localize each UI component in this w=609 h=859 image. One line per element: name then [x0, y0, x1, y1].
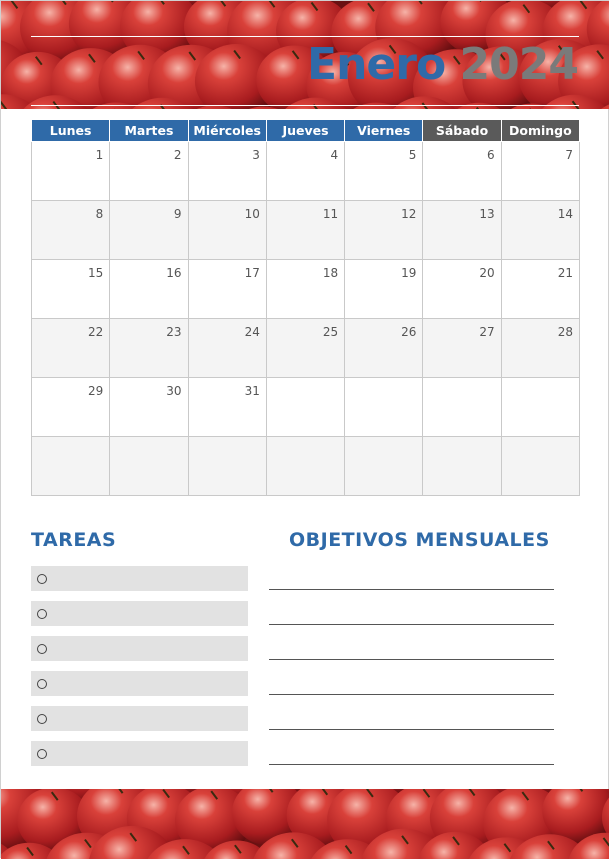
calendar-day-cell[interactable] [345, 437, 423, 496]
calendar-day-cell[interactable]: 29 [32, 378, 110, 437]
calendar-day-cell[interactable] [501, 437, 579, 496]
apples-banner-bottom [1, 789, 609, 859]
task-item[interactable] [31, 671, 248, 696]
weekday-header: Viernes [345, 120, 423, 142]
banner-rule-top [31, 36, 579, 37]
circle-bullet-icon [37, 644, 47, 654]
calendar-day-cell[interactable]: 8 [32, 201, 110, 260]
calendar-day-cell[interactable]: 27 [423, 319, 501, 378]
calendar-day-cell[interactable]: 9 [110, 201, 188, 260]
goal-line[interactable] [269, 764, 554, 765]
calendar-day-cell[interactable]: 23 [110, 319, 188, 378]
calendar-day-cell[interactable]: 31 [188, 378, 266, 437]
year-label: 2024 [460, 39, 578, 90]
calendar-day-cell[interactable]: 12 [345, 201, 423, 260]
calendar-day-cell[interactable]: 18 [266, 260, 344, 319]
calendar-day-cell[interactable]: 4 [266, 142, 344, 201]
calendar-day-cell[interactable] [110, 437, 188, 496]
circle-bullet-icon [37, 609, 47, 619]
calendar-day-cell[interactable]: 10 [188, 201, 266, 260]
calendar-day-cell[interactable]: 19 [345, 260, 423, 319]
calendar-day-cell[interactable]: 17 [188, 260, 266, 319]
calendar-week-row [32, 319, 580, 378]
calendar-day-cell[interactable]: 28 [501, 319, 579, 378]
calendar-day-cell[interactable]: 24 [188, 319, 266, 378]
weekday-header: Sábado [423, 120, 501, 142]
calendar-day-cell[interactable]: 20 [423, 260, 501, 319]
task-item[interactable] [31, 601, 248, 626]
goal-line[interactable] [269, 589, 554, 590]
calendar-day-cell[interactable] [423, 378, 501, 437]
calendar-day-cell[interactable] [345, 378, 423, 437]
calendar-day-cell[interactable]: 14 [501, 201, 579, 260]
weekday-header-row [32, 120, 580, 142]
tasks-title: TAREAS [31, 529, 116, 551]
calendar-day-cell[interactable] [188, 437, 266, 496]
calendar-day-cell[interactable] [501, 378, 579, 437]
calendar-week-row [32, 437, 580, 496]
calendar-day-cell[interactable]: 5 [345, 142, 423, 201]
calendar-day-cell[interactable]: 30 [110, 378, 188, 437]
weekday-header: Martes [110, 120, 188, 142]
calendar-week-row [32, 142, 580, 201]
calendar-day-cell[interactable]: 1 [32, 142, 110, 201]
circle-bullet-icon [37, 749, 47, 759]
weekday-header: Domingo [501, 120, 579, 142]
task-item[interactable] [31, 706, 248, 731]
circle-bullet-icon [37, 574, 47, 584]
calendar-day-cell[interactable]: 15 [32, 260, 110, 319]
calendar-grid [31, 119, 580, 496]
task-item[interactable] [31, 741, 248, 766]
page-title [307, 43, 578, 87]
calendar-week-row [32, 260, 580, 319]
calendar-day-cell[interactable] [266, 437, 344, 496]
calendar-day-cell[interactable]: 2 [110, 142, 188, 201]
weekday-header: Jueves [266, 120, 344, 142]
circle-bullet-icon [37, 679, 47, 689]
goal-line[interactable] [269, 659, 554, 660]
circle-bullet-icon [37, 714, 47, 724]
calendar-day-cell[interactable]: 16 [110, 260, 188, 319]
calendar-day-cell[interactable]: 21 [501, 260, 579, 319]
calendar-day-cell[interactable]: 26 [345, 319, 423, 378]
apples-photo [1, 789, 609, 859]
weekday-header: Miércoles [188, 120, 266, 142]
calendar-day-cell[interactable]: 25 [266, 319, 344, 378]
calendar-day-cell[interactable]: 11 [266, 201, 344, 260]
goal-line[interactable] [269, 729, 554, 730]
calendar-day-cell[interactable]: 3 [188, 142, 266, 201]
calendar-day-cell[interactable]: 22 [32, 319, 110, 378]
calendar-day-cell[interactable] [266, 378, 344, 437]
calendar-week-row [32, 378, 580, 437]
calendar-day-cell[interactable] [423, 437, 501, 496]
banner-rule-bottom [31, 105, 579, 106]
goal-line[interactable] [269, 624, 554, 625]
calendar-day-cell[interactable]: 13 [423, 201, 501, 260]
calendar-day-cell[interactable]: 6 [423, 142, 501, 201]
weekday-header: Lunes [32, 120, 110, 142]
goals-title: OBJETIVOS MENSUALES [289, 529, 550, 551]
task-item[interactable] [31, 566, 248, 591]
month-label: Enero [307, 39, 445, 90]
task-item[interactable] [31, 636, 248, 661]
calendar-day-cell[interactable]: 7 [501, 142, 579, 201]
calendar-day-cell[interactable] [32, 437, 110, 496]
calendar-week-row [32, 201, 580, 260]
goal-line[interactable] [269, 694, 554, 695]
